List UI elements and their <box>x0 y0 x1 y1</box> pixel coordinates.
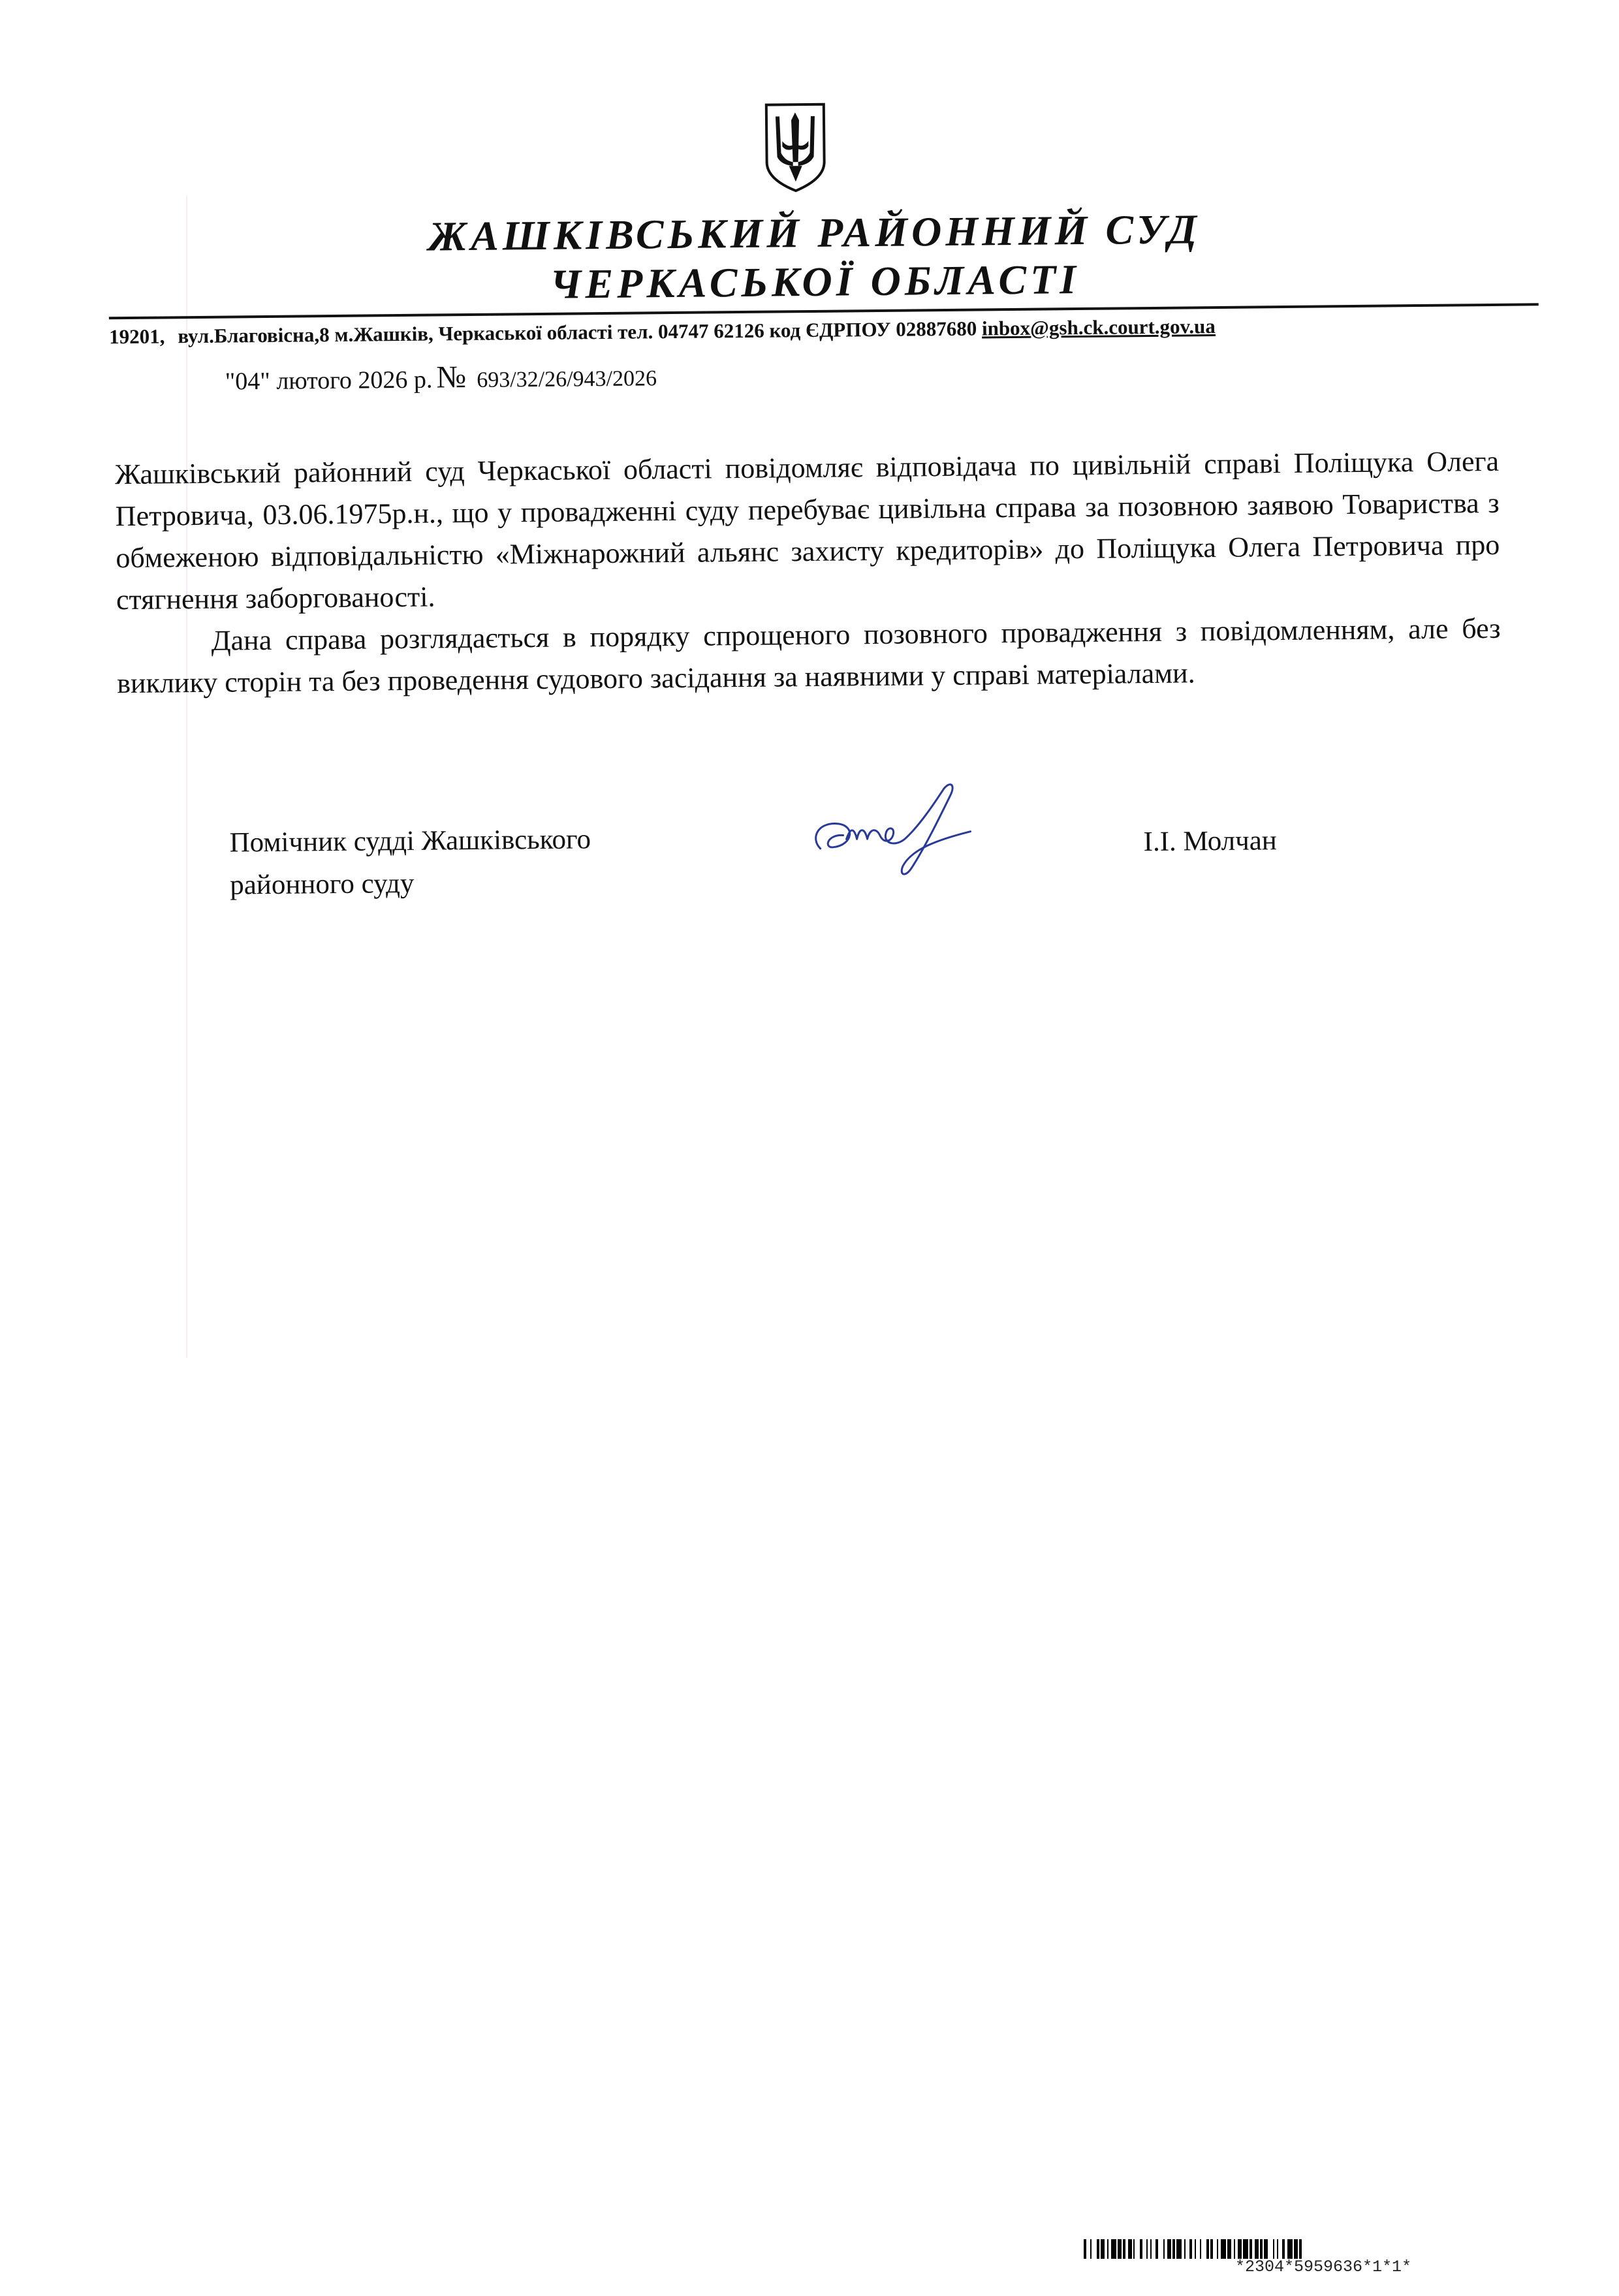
court-name-line1: ЖАШКІВСЬКИЙ РАЙОННИЙ СУД <box>428 206 1201 260</box>
barcode-gap <box>1268 2239 1273 2259</box>
body-paragraph-1: Жашківський районний суд Черкаської області повідомляє відповідача по цивільній справі Поліщука Олега Петровича, 03.06.1975р.н., що у провадженні суду перебуває цивільна справа за позовною заявою Товариства з обмеженою відповідальністю «Міжнарожний альянс захисту кредиторів» до Поліщука Олега Петровича про стягнення заборгованості. <box>114 445 1500 616</box>
letter-date: "04" лютого 2026 р. <box>225 366 433 396</box>
barcode-gap <box>1135 2239 1140 2259</box>
barcode-bar <box>1243 2239 1248 2259</box>
barcode-gap <box>1158 2239 1163 2259</box>
barcode-bar <box>1287 2239 1293 2259</box>
signer-role <box>229 818 591 906</box>
barcode-bar <box>1176 2239 1182 2259</box>
signer-name: І.І. Молчан <box>1143 825 1278 858</box>
barcode-gap <box>1092 2239 1097 2259</box>
header-divider <box>109 303 1539 319</box>
barcode-text: *2304*5959636*1*1* <box>1235 2257 1412 2276</box>
barcode-bar <box>1221 2239 1226 2259</box>
court-name-line2: ЧЕРКАСЬКОЇ ОБЛАСТІ <box>550 256 1080 307</box>
signer-role-line2: районного суду <box>229 868 415 901</box>
body-paragraph-2: Дана справа розглядається в порядку спрощеного позовного провадження з повідомленням, але без виклику сторін та без проведення судового засідання за наявними у справі матеріалами. <box>117 612 1501 700</box>
number-sign: № <box>436 360 467 395</box>
barcode-gap <box>1201 2239 1206 2259</box>
address: вул.Благовісна,8 м.Жашків, Черкаської області тел. 04747 62126 код ЄДРПОУ 02887680 <box>178 317 977 348</box>
document-barcode <box>1084 2239 1554 2276</box>
signer-role-line1: Помічник судді Жашківського <box>229 824 591 858</box>
barcode-gap <box>1302 2239 1306 2259</box>
letter-body <box>115 441 1501 704</box>
barcode-bar <box>1111 2239 1116 2259</box>
trident-emblem-icon <box>762 102 828 194</box>
barcode-bars <box>1084 2239 1554 2259</box>
contact-line <box>109 315 1216 349</box>
postcode: 19201, <box>108 324 165 349</box>
date-reference-line <box>225 357 657 397</box>
handwritten-signature <box>807 775 1004 888</box>
email-link[interactable]: inbox@gsh.ck.court.gov.ua <box>981 315 1216 340</box>
registration-number: 693/32/26/943/2026 <box>477 366 657 392</box>
